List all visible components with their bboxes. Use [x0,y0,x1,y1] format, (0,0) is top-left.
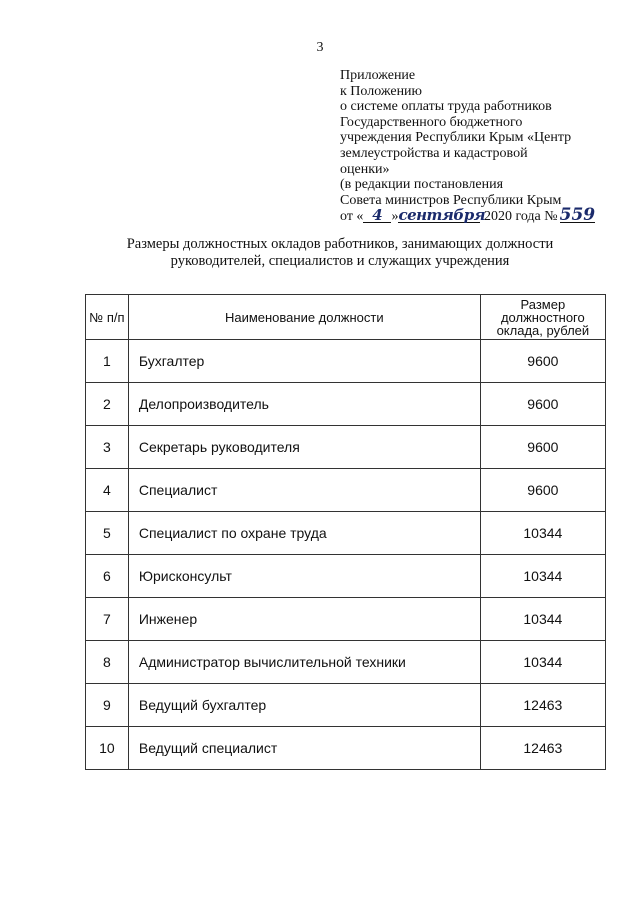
table-row [86,684,606,727]
appendix-line: оценки» [340,161,390,177]
row-salary: 9600 [480,383,605,426]
date-mid: » [391,209,399,225]
appendix-line: к Положению [340,83,423,99]
header-num: № п/п [86,295,129,340]
row-position: Инженер [128,598,480,641]
table-row [86,469,606,512]
row-num: 2 [86,383,129,426]
appendix-line: Государственного бюджетного [340,114,523,130]
table-header-row [86,295,606,340]
table-row [86,641,606,684]
table-row [86,727,606,770]
page-number: 3 [316,40,324,55]
appendix-line: учреждения Республики Крым «Центр [340,130,572,146]
row-num: 7 [86,598,129,641]
row-position: Специалист [128,469,480,512]
handwritten-month: сентября [398,206,486,225]
row-salary: 10344 [480,512,605,555]
appendix-line: Совета министров Республики Крым [340,192,562,208]
header-salary: Размер должностного оклада, рублей [480,295,605,340]
date-prefix: от « [340,209,364,225]
document-title [60,236,620,269]
row-salary: 9600 [480,340,605,383]
row-salary: 10344 [480,555,605,598]
row-position: Бухгалтер [128,340,480,383]
row-position: Юрисконсульт [128,555,480,598]
header-name: Наименование должности [128,295,480,340]
table-row [86,598,606,641]
row-salary: 12463 [480,684,605,727]
table-row [86,426,606,469]
row-position: Специалист по охране труда [128,512,480,555]
row-position: Секретарь руководителя [128,426,480,469]
row-salary: 10344 [480,641,605,684]
title-line-1: Размеры должностных окладов работников, занимающих должности [126,236,554,252]
row-salary: 10344 [480,598,605,641]
appendix-line: землеустройства и кадастровой [340,145,528,161]
table-row [86,512,606,555]
row-num: 9 [86,684,129,727]
row-num: 1 [86,340,129,383]
table-row [86,555,606,598]
row-position: Делопроизводитель [128,383,480,426]
handwritten-doc-number: 559 [559,205,596,226]
appendix-line: о системе оплаты труда работников [340,99,552,115]
resolution-date-line [340,205,620,226]
handwritten-day: 4 [363,208,391,223]
title-line-2: руководителей, специалистов и служащих учреждения [170,252,510,269]
appendix-line: (в редакции постановления [340,177,504,193]
row-num: 5 [86,512,129,555]
row-num: 4 [86,469,129,512]
row-salary: 12463 [480,727,605,770]
row-position: Ведущий специалист [128,727,480,770]
row-num: 8 [86,641,129,684]
row-num: 10 [86,727,129,770]
row-position: Администратор вычислительной техники [128,641,480,684]
row-position: Ведущий бухгалтер [128,684,480,727]
appendix-block [340,68,620,225]
table-row [86,383,606,426]
row-salary: 9600 [480,469,605,512]
row-num: 3 [86,426,129,469]
salary-table [85,294,606,770]
row-num: 6 [86,555,129,598]
appendix-line: Приложение [340,68,416,83]
table-row [86,340,606,383]
row-salary: 9600 [480,426,605,469]
date-suffix: 2020 года № [483,209,558,225]
